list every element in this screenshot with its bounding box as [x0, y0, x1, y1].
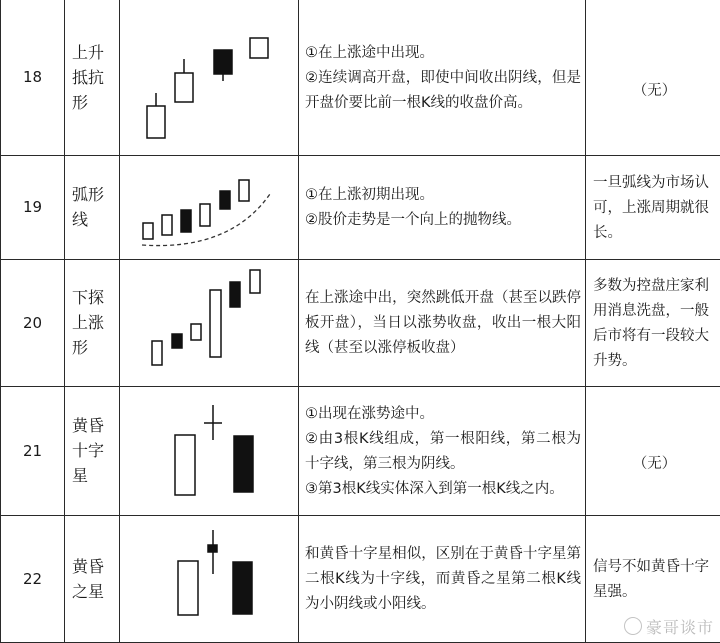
yang-candle: [175, 73, 193, 102]
table-row: [1, 259, 720, 386]
pattern-name: [65, 259, 120, 386]
yang-candle: [152, 341, 162, 365]
table-row: [1, 155, 720, 259]
pattern-name-line: 黄昏: [72, 413, 119, 438]
description-line: ①在上涨初期出现。: [305, 183, 581, 208]
description-line: 在上涨途中出，突然跳低开盘（甚至以跌停板开盘），当日以涨势收盘，收出一根大阳线（甚至以涨停板收盘）: [305, 286, 581, 361]
pattern-note: （无）: [586, 386, 720, 515]
yin-candle: [234, 436, 253, 492]
yang-candle: [162, 215, 172, 235]
pattern-figure: [120, 386, 299, 515]
yin-candle: [172, 334, 182, 348]
description-line: ①在上涨途中出现。: [305, 41, 581, 66]
row-number: 22: [1, 515, 65, 642]
pattern-description: [299, 155, 586, 259]
yang-candle: [147, 106, 165, 138]
yang-candle: [250, 270, 260, 293]
pattern-description: [299, 386, 586, 515]
pattern-note: 一旦弧线为市场认可，上涨周期就很长。: [586, 155, 720, 259]
pattern-description: [299, 0, 586, 155]
pattern-name-line: 上涨: [72, 310, 119, 335]
yang-candle: [200, 204, 210, 226]
watermark-text: 豪哥谈市: [646, 618, 714, 637]
pattern-figure: [120, 155, 299, 259]
row-number: 18: [1, 0, 65, 155]
pattern-name-line: 之星: [72, 579, 119, 604]
table-row: [1, 0, 720, 155]
yin-candle: [220, 191, 230, 209]
table-row: [1, 515, 720, 642]
pattern-figure: [120, 515, 299, 642]
table-row: [1, 386, 720, 515]
pattern-description: [299, 515, 586, 642]
description-line: ②股价走势是一个向上的抛物线。: [305, 208, 581, 233]
yang-candle: [239, 180, 249, 201]
evening-doji-star-figure: [120, 387, 299, 514]
pattern-name-line: 抵抗: [72, 65, 119, 90]
description-line: 和黄昏十字星相似，区别在于黄昏十字星第二根K线为十字线，而黄昏之星第二根K线为小阴线或小阳线。: [305, 542, 581, 617]
yin-candle: [181, 210, 191, 232]
pattern-name-line: 线: [72, 207, 119, 232]
pattern-description: [299, 259, 586, 386]
pattern-name-line: 星: [72, 463, 119, 488]
big-yang-candle: [210, 290, 221, 357]
yang-candle: [191, 324, 201, 340]
description-line: ②连续调高开盘，即使中间收出阴线，但是开盘价要比前一根K线的收盘价高。: [305, 66, 581, 116]
pattern-name-line: 十字: [72, 438, 119, 463]
pattern-figure: [120, 0, 299, 155]
pattern-name: [65, 155, 120, 259]
arc-line-figure: [120, 156, 299, 258]
dip-and-rise-figure: [120, 260, 299, 385]
yin-candle: [214, 50, 232, 74]
pattern-note: 信号不如黄昏十字星强。: [586, 515, 720, 642]
small-yin-candle: [208, 545, 217, 552]
pattern-name-line: 上升: [72, 40, 119, 65]
pattern-name: [65, 515, 120, 642]
pattern-name: [65, 386, 120, 515]
row-number: 20: [1, 259, 65, 386]
pattern-name: [65, 0, 120, 155]
pattern-name-line: 黄昏: [72, 554, 119, 579]
yin-candle: [233, 562, 252, 614]
evening-star-figure: [120, 516, 299, 641]
description-line: ①出现在涨势途中。: [305, 402, 581, 427]
description-line: ②由3根K线组成，第一根阳线，第二根为十字线，第三根为阴线。: [305, 427, 581, 477]
rising-resistance-figure: [120, 1, 299, 154]
yang-candle: [178, 561, 198, 615]
wechat-channel-icon: [624, 617, 642, 635]
yang-candle: [143, 223, 153, 239]
row-number: 21: [1, 386, 65, 515]
description-line: ③第3根K线实体深入到第一根K线之内。: [305, 477, 581, 502]
pattern-name-line: 下探: [72, 285, 119, 310]
row-number: 19: [1, 155, 65, 259]
pattern-name-line: 弧形: [72, 182, 119, 207]
watermark: [624, 615, 714, 638]
pattern-note: 多数为控盘庄家利用消息洗盘，一般后市将有一段较大升势。: [586, 259, 720, 386]
yang-candle: [250, 38, 268, 58]
pattern-name-line: 形: [72, 335, 119, 360]
pattern-figure: [120, 259, 299, 386]
yin-candle: [230, 282, 240, 307]
pattern-note: （无）: [586, 0, 720, 155]
pattern-name-line: 形: [72, 90, 119, 115]
yang-candle: [175, 435, 195, 495]
